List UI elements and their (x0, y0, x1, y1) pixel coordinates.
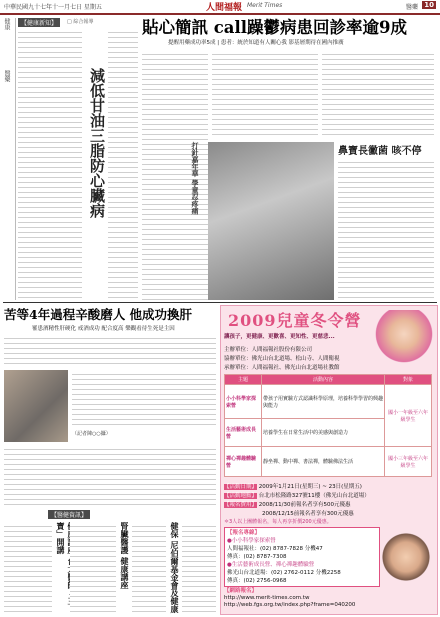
ad-title: 2009兒童冬令營 (228, 311, 362, 330)
table-header-theme: 主題 (225, 375, 262, 385)
ad-contact-label: 【報名專線】 (227, 530, 261, 536)
article3-tag: 【醫健資訊】 (48, 510, 90, 519)
smiling-child-photo (380, 530, 432, 590)
table-row-content: 靜坐禪、動中禪、書法禪，體驗佛法生活 (262, 447, 385, 477)
ad-venue-row (224, 491, 370, 499)
article2-body-3 (4, 445, 216, 505)
ad-date-label: 【活動日期】 (224, 484, 258, 490)
left-index-strip (3, 18, 16, 300)
ad-contact-2a: 佛光山台北道場：(02) 2762-0112 分機2258 (227, 570, 341, 576)
ad-fee-value-2: 2008/12/15前報名者享有300元優惠 (262, 511, 354, 517)
ad-undertaker: 承辦單位：人間福報社、佛光山台北道場社教館 (224, 365, 340, 371)
article2-body (4, 334, 216, 368)
ad-site-link-2[interactable]: http://web.fgs.org.tw/index.php?frame=040200 (224, 602, 356, 608)
ad-contact-1b: 傳真：(02) 8787-7308 (227, 554, 287, 560)
article2-photo-caption: （記者陳○○攝） (72, 431, 111, 437)
main-subhead: 提醒用藥成功率5成 | 患者：統於知道有人關心我 影基層期待在國內推廣 (168, 40, 344, 46)
table-row-content: 帶孩子用實驗方式認識科學原理，培養科學學習的興趣與能力 (262, 385, 385, 419)
table-row-target: 國小三年級至六年級學生 (385, 447, 432, 477)
ad-fee-row (224, 500, 350, 508)
article3-body (4, 522, 52, 614)
ad-activity-table (224, 374, 432, 477)
ad-date-value: 2009年1月21日(星期三) ~ 23日(星期五) (258, 484, 362, 490)
article3-title-a: 寶」開講 (56, 522, 66, 554)
article1-byline: □ 綜合報導 (67, 19, 94, 25)
table-row-theme: 小小科學家探索營 (225, 385, 262, 419)
table-header-target: 對象 (385, 375, 432, 385)
article1-body (18, 28, 82, 298)
side-story-body (338, 158, 434, 300)
main-article-body-3 (322, 50, 434, 138)
ad-fee-label: 【報名費用】 (224, 502, 258, 508)
article3-body-4 (182, 522, 216, 614)
newspaper-logo: 人間福報 (206, 3, 243, 13)
ad-contact-2b: 傳真：(02) 2756-0968 (227, 578, 287, 584)
ad-contact-1: ●小小科學家探索營 (227, 538, 276, 544)
newspaper-logo-english: Merit Times (247, 2, 283, 9)
main-headline: 貼心簡訊 call躁鬱病患回診率逾9成 (142, 18, 407, 37)
ad-site-block (224, 588, 355, 609)
ad-venue-value: 台北市松隆路327號11樓（佛光山台北道場） (258, 493, 370, 499)
article1-body-2 (108, 28, 138, 298)
ad-fee-value: 2008/11/30前報名者享有500元優惠 (258, 502, 351, 508)
ad-site-label: 【網路報名】 (224, 588, 258, 594)
table-row-theme: 禪心禪趣體驗營 (225, 447, 262, 477)
article1-title: 減低甘油三脂防心臟病 (88, 68, 106, 218)
left-strip-label: 醫藥 (3, 70, 10, 82)
ad-tagline: 讓孩子，更健康、更歡喜、更知性、更慈悲... (224, 334, 335, 340)
article2-headline: 苦等4年過程辛酸磨人 他成功換肝 (4, 307, 193, 322)
ad-co-organizer: 協辦單位：佛光山台北道場、松山寺、人間衛視 (224, 356, 340, 362)
ad-site-link-1[interactable]: http://www.merit-times.com.tw (224, 595, 310, 601)
table-row-content: 培養學生在日常生活中的美感與創造力 (262, 419, 385, 447)
table-row-theme: 生活藝術成長營 (225, 419, 262, 447)
photo-caption-vertical: 打針嘉年華 學童忍疼痛 (191, 142, 200, 215)
left-strip-label: 健康 (3, 18, 10, 30)
article3-title-b: 腎臟醫護 健康講座 (120, 522, 130, 589)
table-header-content: 活動內容 (262, 375, 385, 385)
ad-contact-1a: 人間福報社：(02) 8787-7828 分機47 (227, 546, 323, 552)
issue-date: 中華民國九十七年十一月七日 星期五 (4, 4, 102, 11)
article3-body-2 (70, 522, 116, 614)
section-name: 醫藥 (405, 4, 418, 11)
section-divider (3, 302, 437, 303)
ad-venue-label: 【活動地點】 (224, 493, 258, 499)
article3-body-3 (132, 522, 166, 614)
article2-body-2 (72, 370, 216, 428)
ad-contact-2: ●生活藝術成長營、禪心禪趣體驗營 (227, 562, 315, 568)
article1-tag: 【健康新知】 (18, 18, 60, 27)
page-number: 10 (424, 1, 434, 9)
child-photo (375, 310, 433, 370)
ad-fee-note: ＊3人以上團體報名，每人再享折價200元優惠。 (224, 519, 332, 525)
main-article-body-2 (212, 50, 318, 138)
vaccination-photo (208, 142, 334, 300)
ad-organizer: 主辦單位：人間福報社股份有限公司 (224, 347, 313, 353)
side-story-title: 鼻寶長黴菌 咳不停 (338, 146, 422, 157)
article2-subhead: 罹患酒精性肝硬化 戒酒成功 配合度高 樂觀看待生死是主因 (32, 326, 175, 332)
table-row-target: 國小一年級至六年級學生 (385, 385, 432, 447)
transplant-patient-photo (4, 370, 68, 442)
ad-date-row (224, 482, 362, 490)
article3-title-c: 健保 尼伯爾基金會及健康 (170, 522, 180, 613)
ad-contact-block (224, 527, 380, 587)
